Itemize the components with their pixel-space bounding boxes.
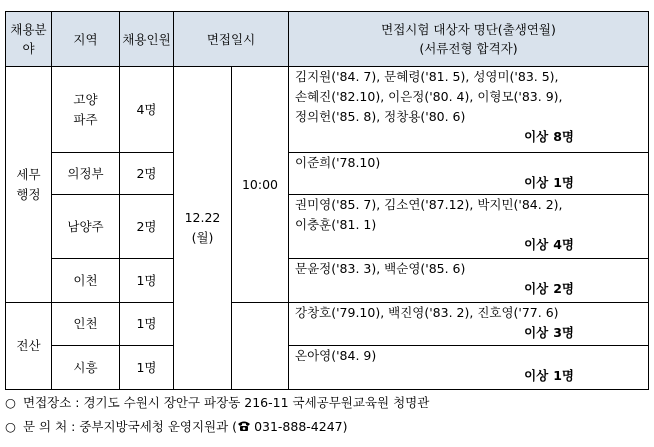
header-region: 지역 <box>52 12 120 67</box>
count-cell: 1명 <box>120 259 174 303</box>
region-cell: 남양주 <box>52 195 120 259</box>
count-cell: 2명 <box>120 153 174 195</box>
header-field: 채용분야 <box>6 12 52 67</box>
candidate-total: 이상 3명 <box>524 325 574 340</box>
field-it: 전산 <box>6 303 52 390</box>
table-row <box>6 153 649 195</box>
header-count: 채용인원 <box>120 12 174 67</box>
header-candidates: 면접시험 대상자 명단(출생연월) (서류전형 합격자) <box>289 12 649 67</box>
count-cell: 1명 <box>120 303 174 346</box>
bullet: ○ <box>5 419 16 434</box>
table-row <box>6 303 649 346</box>
region-cell: 의정부 <box>52 153 120 195</box>
contact-info: ○ 문 의 처 : 중부지방국세청 운영지원과 ( 031-888-4247) <box>5 419 348 434</box>
count-cell: 2명 <box>120 195 174 259</box>
candidate-total: 이상 1명 <box>524 368 574 383</box>
interview-schedule-table <box>5 11 649 390</box>
region-cell: 이천 <box>52 259 120 303</box>
candidate-list: 권미영('85. 7), 김소연('87.12), 박지민('84. 2), 이충훈('81. 1) 이상 4명 <box>289 195 649 259</box>
region-cell: 인천 <box>52 303 120 346</box>
interview-date: 12.22 (월) <box>174 67 232 390</box>
candidate-list: 온아영('84. 9) 이상 1명 <box>289 346 649 390</box>
count-cell: 4명 <box>120 67 174 153</box>
candidate-total: 이상 8명 <box>524 129 574 144</box>
interview-time-empty <box>232 303 289 390</box>
table-row <box>6 346 649 390</box>
candidate-total: 이상 2명 <box>524 281 574 296</box>
bullet: ○ <box>5 395 16 410</box>
telephone-icon <box>237 420 251 432</box>
candidate-list: 이준희('78.10) 이상 1명 <box>289 153 649 195</box>
table-header-row <box>6 12 649 67</box>
count-cell: 1명 <box>120 346 174 390</box>
field-tax: 세무행정 <box>6 67 52 303</box>
table-row <box>6 195 649 259</box>
header-datetime: 면접일시 <box>174 12 289 67</box>
region-cell: 시흥 <box>52 346 120 390</box>
region-cell: 고양파주 <box>52 67 120 153</box>
candidate-list: 김지원('84. 7), 문혜령('81. 5), 성영미('83. 5), 손혜진('82.10), 이은정('80. 4), 이형모('83. 9), 정의헌('85. 8), 정창용('80. 6) 이상 8명 <box>289 67 649 153</box>
candidate-total: 이상 4명 <box>524 237 574 252</box>
interview-location: ○ 면접장소 : 경기도 수원시 장안구 파장동 216-11 국세공무원교육원 청명관 <box>5 395 430 410</box>
candidate-total: 이상 1명 <box>524 175 574 190</box>
table-row <box>6 67 649 153</box>
candidate-list: 강창호('79.10), 백진영('83. 2), 진호영('77. 6) 이상 3명 <box>289 303 649 346</box>
interview-time: 10:00 <box>232 67 289 303</box>
candidate-list: 문윤정('83. 3), 백순영('85. 6) 이상 2명 <box>289 259 649 303</box>
table-row <box>6 259 649 303</box>
